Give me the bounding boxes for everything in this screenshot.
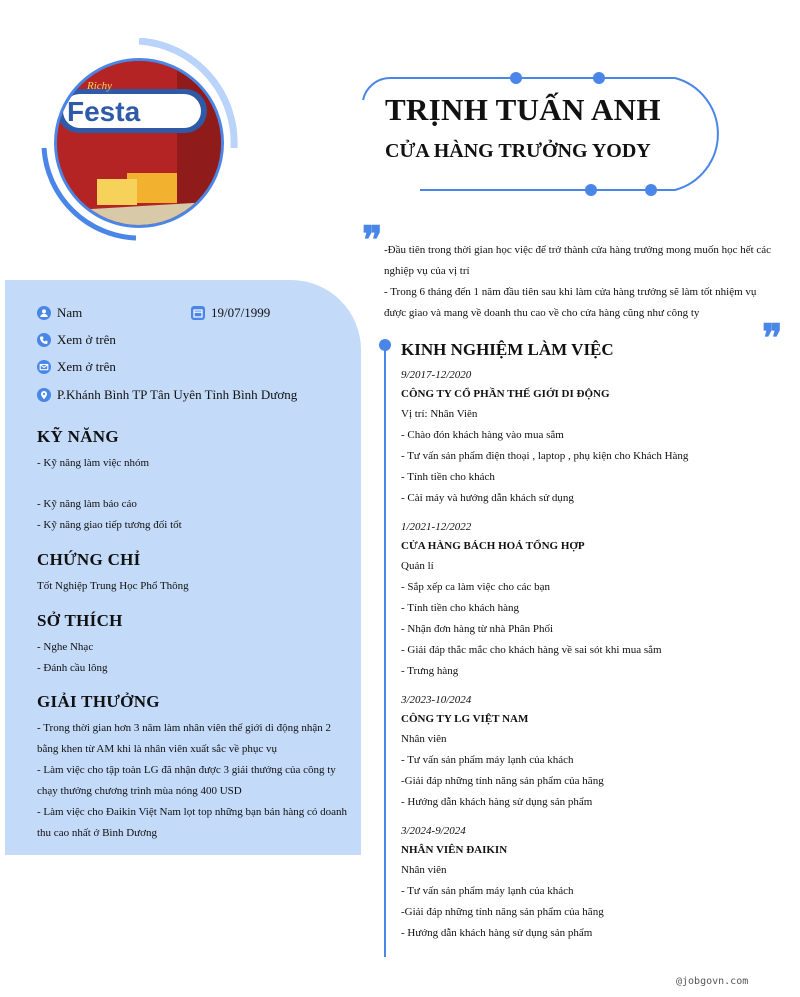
job-detail: - Giải đáp thắc mắc cho khách hàng về sai sót khi mua sắm [401,644,662,656]
awards-list [37,718,352,844]
job-detail: -Giải đáp những tính năng sản phẩm của hãng [401,906,604,918]
birthday-value: 19/07/1999 [211,305,271,320]
job-entry [401,691,781,813]
certificate-item: Tốt Nghiệp Trung Học Phổ Thông [37,580,189,592]
job-company: CÔNG TY CỔ PHẦN THẾ GIỚI DI ĐỘNG [401,388,610,400]
job-company: CÔNG TY LG VIỆT NAM [401,713,529,725]
job-detail: - Hướng dẫn khách hàng sử dụng sản phẩm [401,927,593,939]
watermark: @jobgovn.com [676,976,749,987]
job-detail: - Nhận đơn hàng từ nhà Phân Phối [401,623,554,635]
mail-icon [37,360,51,374]
experience-title: KINH NGHIỆM LÀM VIỆC [401,340,614,359]
award-item: - Làm việc cho Đaikin Việt Nam lọt top những bạn bán hàng có doanh thu cao nhất ở Bình Dương [37,806,347,839]
job-entry [401,366,781,509]
job-detail: - Tư vấn sản phẩm máy lạnh của khách [401,885,574,897]
job-detail: Nhân viên [401,864,447,876]
quote-close-icon: ❞ [762,318,783,360]
job-detail: -Giải đáp những tính năng sản phẩm của hãng [401,775,604,787]
job-detail: - Cài máy và hướng dẫn khách sử dụng [401,492,574,504]
quote-open-icon: ❞ [362,220,383,262]
job-entry [401,518,781,682]
phone-icon [37,333,51,347]
skills-list [37,453,352,536]
avatar [54,58,224,228]
job-period: 3/2024-9/2024 [401,825,466,837]
job-detail: - Tính tiền cho khách hàng [401,602,520,614]
job-title: CỬA HÀNG TRƯỞNG YODY [385,140,651,162]
objective-line: -Đầu tiên trong thời gian học việc để trở thành cửa hàng trưởng mong muốn học hết các nghiệp vụ của vị trí [384,244,772,277]
award-item: - Trong thời gian hơn 3 năm làm nhân viên thế giới di động nhận 2 bằng khen từ AM khi là nhân viên xuất sắc về phục vụ [37,722,331,755]
objective-line: - Trong 6 tháng đến 1 năm đầu tiên sau khi làm cửa hàng trưởng sẽ làm tốt nhiệm vụ được giao và mang về doanh thu cao về cho cửa hàng cũng như công ty [384,286,757,319]
skills-title: KỸ NĂNG [37,427,119,446]
awards-title: GIẢI THƯỞNG [37,692,160,711]
email-value: Xem ở trên [57,359,116,374]
certificates-title: CHỨNG CHỈ [37,550,141,569]
job-detail: - Tư vấn sản phẩm điện thoại , laptop , phụ kiện cho Khách Hàng [401,450,689,462]
skill-item: - Kỹ năng làm báo cáo [37,498,137,510]
hobbies-list [37,637,352,679]
experience-list [401,366,781,953]
address-value: P.Khánh Bình TP Tân Uyên Tỉnh Bình Dương [57,387,298,402]
award-item: - Làm việc cho tập toàn LG đã nhận được 3 giải thưởng của công ty chạy thưởng chương trình mùa nóng 400 USD [37,764,336,797]
svg-text:COOKIES & TOAST: COOKIES & TOAST [95,129,141,135]
job-period: 9/2017-12/2020 [401,369,472,381]
job-detail: Nhân viên [401,733,447,745]
job-detail: - Trưng hàng [401,665,459,677]
svg-text:Festa: Festa [67,96,141,127]
email-row [37,359,116,375]
job-period: 3/2023-10/2024 [401,694,472,706]
certificates-list [37,576,352,597]
skill-item: - Kỹ năng giao tiếp tương đối tốt [37,519,182,531]
job-detail: - Sắp xếp ca làm việc cho các bạn [401,581,551,593]
avatar-frame [34,38,244,248]
job-entry [401,822,781,944]
candidate-name: TRỊNH TUẤN ANH [385,92,661,127]
job-detail: - Tính tiền cho khách [401,471,495,483]
job-period: 1/2021-12/2022 [401,521,472,533]
gender-value: Nam [57,305,83,320]
job-detail: - Hướng dẫn khách hàng sử dụng sản phẩm [401,796,593,808]
timeline-line [384,345,386,957]
hobbies-title: SỞ THÍCH [37,611,123,630]
job-detail: Vị trí: Nhân Viên [401,408,478,420]
calendar-icon [191,306,205,320]
svg-text:Richy: Richy [87,80,113,92]
phone-row [37,332,116,348]
phone-value: Xem ở trên [57,332,116,347]
timeline-dot [379,339,391,351]
user-icon [37,306,51,320]
address-row [37,387,297,403]
job-detail: Quản lí [401,560,434,572]
job-detail: - Chào đón khách hàng vào mua sắm [401,429,564,441]
job-detail: - Tư vấn sản phẩm máy lạnh của khách [401,754,574,766]
header-frame-decoration [355,70,775,200]
job-company: CỬA HÀNG BÁCH HOÁ TỔNG HỢP [401,540,585,552]
location-icon [37,388,51,402]
career-objective [384,240,774,324]
skill-item: - Kỹ năng làm việc nhóm [37,457,150,469]
hobby-item: - Nghe Nhạc [37,641,94,653]
hobby-item: - Đánh cầu lông [37,662,108,674]
gender-row [37,305,82,321]
birthday-row [191,305,270,321]
job-company: NHÂN VIÊN ĐAIKIN [401,844,508,856]
